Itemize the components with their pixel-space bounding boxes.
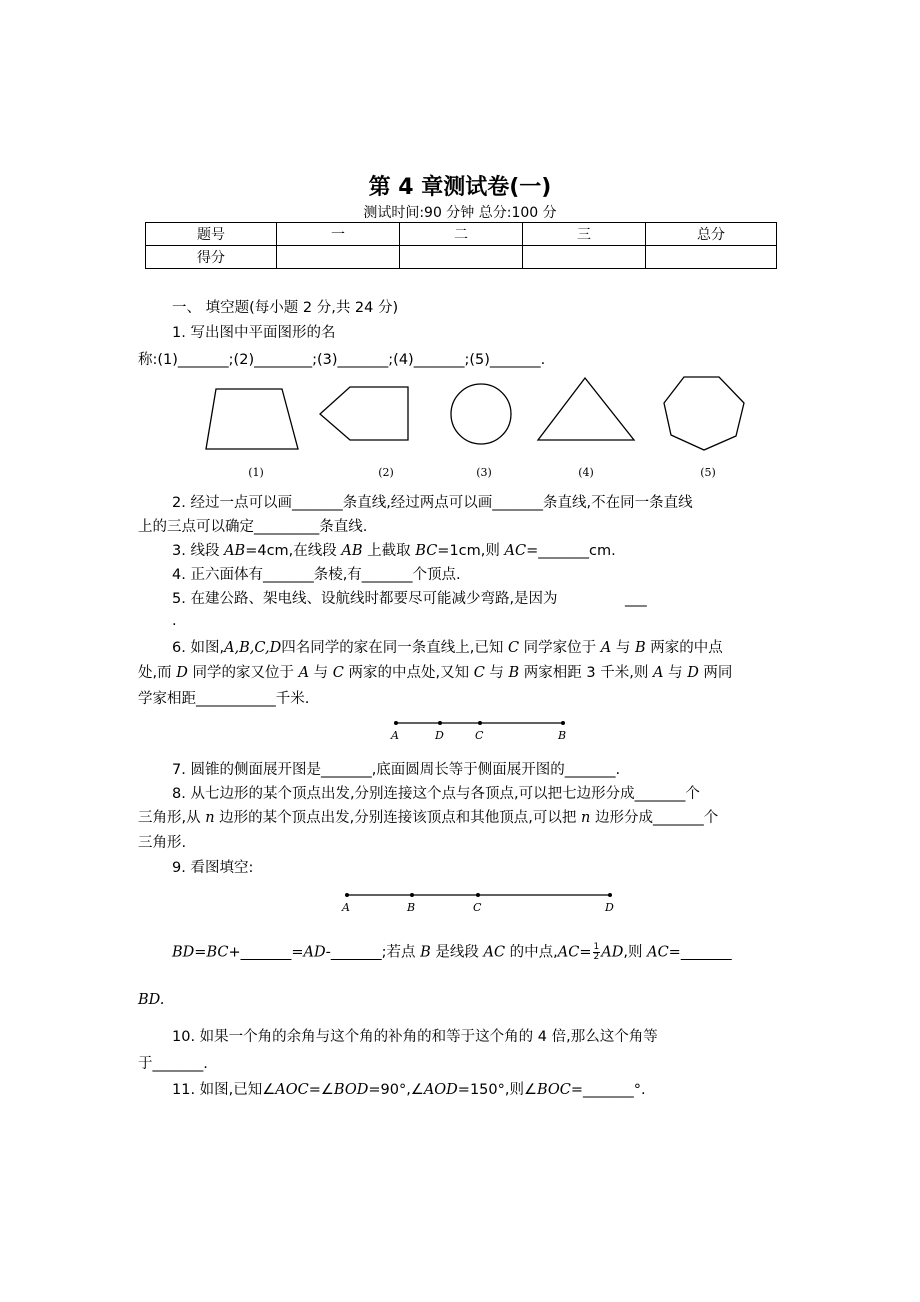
figure-caption: (3) [476, 466, 492, 479]
math-var: AB [224, 543, 246, 559]
table-header-cell: 二 [400, 223, 523, 246]
text: =_______ [668, 944, 732, 961]
question-6-line-2 [138, 664, 732, 682]
point-label: A [342, 901, 350, 914]
math-var: C [473, 665, 485, 681]
math-var: BOD [333, 1082, 369, 1098]
point-label: D [435, 729, 444, 742]
text: ,则 [623, 944, 648, 961]
fraction-numerator: 1 [593, 942, 600, 952]
question-5-blank: ___ [625, 591, 647, 607]
score-cell [646, 246, 777, 269]
point-marker [438, 721, 442, 725]
text: 11. 如图,已知∠ [172, 1082, 276, 1098]
fraction-denominator: 2 [593, 952, 600, 962]
text: 两家的中点 [645, 640, 723, 656]
math-var: n [581, 810, 591, 826]
figure-caption: (4) [578, 466, 594, 479]
figure-caption: (1) [248, 466, 264, 479]
line-figure-q6 [380, 714, 580, 744]
text: 两同 [698, 665, 733, 681]
text: 三角形,从 [138, 810, 206, 826]
table-row-label: 得分 [146, 246, 277, 269]
trapezoid-shape [206, 389, 298, 449]
math-var: BC [206, 944, 229, 961]
question-4: 4. 正六面体有_______条棱,有_______个顶点. [172, 567, 461, 583]
question-9-formula [172, 943, 732, 962]
question-2-line-1: 2. 经过一点可以画_______条直线,经过两点可以画_______条直线,不在同一条直线 [172, 495, 693, 511]
math-var: AC= [504, 543, 539, 559]
question-2-line-2: 上的三点可以确定_________条直线. [138, 519, 368, 535]
math-var: A [298, 665, 310, 681]
math-var: AD [601, 944, 624, 961]
text: 与 [663, 665, 688, 681]
math-var: AC [647, 944, 669, 961]
text: _______cm. [538, 543, 616, 559]
math-var: D [176, 665, 188, 681]
text: 上截取 [362, 543, 416, 559]
question-3 [172, 542, 616, 560]
score-cell [277, 246, 400, 269]
math-var: BC [415, 543, 438, 559]
question-10-line-1: 10. 如果一个角的余角与这个角的补角的和等于这个角的 4 倍,那么这个角等 [172, 1029, 658, 1045]
point-label: C [473, 901, 482, 914]
text: =∠ [308, 1082, 334, 1098]
text: 与 [611, 640, 635, 656]
question-9-line-2 [138, 991, 164, 1009]
score-cell [523, 246, 646, 269]
math-var: AC [557, 944, 580, 961]
question-7: 7. 圆锥的侧面展开图是_______,底面圆周长等于侧面展开图的_______. [172, 762, 621, 778]
table-row [146, 246, 777, 269]
shapes-figure [190, 370, 770, 485]
point-marker [608, 893, 612, 897]
question-11 [172, 1081, 646, 1099]
math-var: BD. [138, 992, 165, 1008]
text: 边形的某个顶点出发,分别连接该顶点和其他顶点,可以把 [214, 810, 581, 826]
text: 四名同学的家在同一条直线上,已知 [281, 640, 508, 656]
question-8-line-2 [138, 809, 718, 827]
text: =1cm,则 [437, 543, 505, 559]
math-var: C [507, 640, 520, 656]
math-var: AB [341, 543, 363, 559]
math-var: n [205, 810, 215, 826]
heptagon-shape [664, 377, 744, 450]
point-label: C [475, 729, 484, 742]
line-figure-q9 [330, 886, 630, 916]
point-label: B [558, 729, 567, 742]
point-marker [561, 721, 565, 725]
table-header-cell: 总分 [646, 223, 777, 246]
text: 与 [484, 665, 509, 681]
table-header-cell: 一 [277, 223, 400, 246]
score-table [145, 222, 777, 269]
math-var: AOD [423, 1082, 458, 1098]
text: 同学家位于 [519, 640, 601, 656]
point-marker [478, 721, 482, 725]
math-var: A [652, 665, 664, 681]
question-5-line-2: . [172, 613, 177, 629]
question-6-line-1 [172, 639, 723, 657]
fraction [593, 943, 601, 962]
triangle-shape [538, 378, 634, 440]
question-9-line-1: 9. 看图填空: [172, 860, 254, 876]
text: 6. 如图, [172, 640, 225, 656]
point-label: A [391, 729, 399, 742]
text: 的中点, [505, 944, 558, 961]
page-title: 第 4 章测试卷(一) [368, 175, 552, 200]
math-var: A [600, 640, 612, 656]
text: 同学的家又位于 [187, 665, 299, 681]
text: 处,而 [138, 665, 177, 681]
math-var: A,B,C,D [224, 640, 282, 656]
text: 与 [309, 665, 333, 681]
math-var: AD [303, 944, 326, 961]
math-var: BOC [536, 1082, 571, 1098]
section-heading: 一、 填空题(每小题 2 分,共 24 分) [172, 300, 399, 316]
math-var: B [634, 640, 646, 656]
text: +_______= [228, 944, 304, 961]
math-var: D [687, 665, 699, 681]
table-header-cell: 三 [523, 223, 646, 246]
math-var: B [420, 944, 431, 961]
math-var: C [332, 665, 344, 681]
circle-shape [451, 384, 511, 444]
text: 两家相距 3 千米,则 [519, 665, 653, 681]
text: =_______°. [570, 1082, 646, 1098]
text: =150°,则∠ [457, 1082, 537, 1098]
question-1-line-2: 称:(1)_______;(2)________;(3)_______;(4)_______;(5)_______. [138, 352, 546, 368]
text: =4cm,在线段 [245, 543, 342, 559]
math-var: AOC [275, 1082, 309, 1098]
point-marker [345, 893, 349, 897]
text: =90°,∠ [368, 1082, 424, 1098]
question-6-line-3: 学家相距___________千米. [138, 691, 310, 707]
point-marker [410, 893, 414, 897]
text: 3. 线段 [172, 543, 225, 559]
text: 是线段 [430, 944, 484, 961]
question-10-line-2: 于_______. [138, 1056, 208, 1072]
point-label: D [605, 901, 614, 914]
pentagon-shape [320, 387, 408, 440]
point-label: B [407, 901, 416, 914]
math-var: B [508, 665, 520, 681]
question-8-line-3: 三角形. [138, 835, 187, 851]
figure-caption: (5) [700, 466, 716, 479]
question-8-line-1: 8. 从七边形的某个顶点出发,分别连接这个点与各顶点,可以把七边形分成_______个 [172, 786, 700, 802]
math-var: AC [483, 944, 506, 961]
score-cell [400, 246, 523, 269]
table-header-cell: 题号 [146, 223, 277, 246]
question-5-line-1: 5. 在建公路、架电线、设航线时都要尽可能减少弯路,是因为 [172, 591, 558, 607]
table-row [146, 223, 777, 246]
point-marker [394, 721, 398, 725]
test-info: 测试时间:90 分钟 总分:100 分 [363, 205, 557, 221]
figure-caption: (2) [378, 466, 394, 479]
text: = [194, 944, 207, 961]
text: = [579, 944, 592, 961]
question-1-line-1: 1. 写出图中平面图形的名 [172, 325, 336, 341]
text: 两家的中点处,又知 [343, 665, 474, 681]
text: -_______;若点 [325, 944, 421, 961]
math-var: BD [172, 944, 195, 961]
text: 边形分成_______个 [590, 810, 719, 826]
point-marker [476, 893, 480, 897]
